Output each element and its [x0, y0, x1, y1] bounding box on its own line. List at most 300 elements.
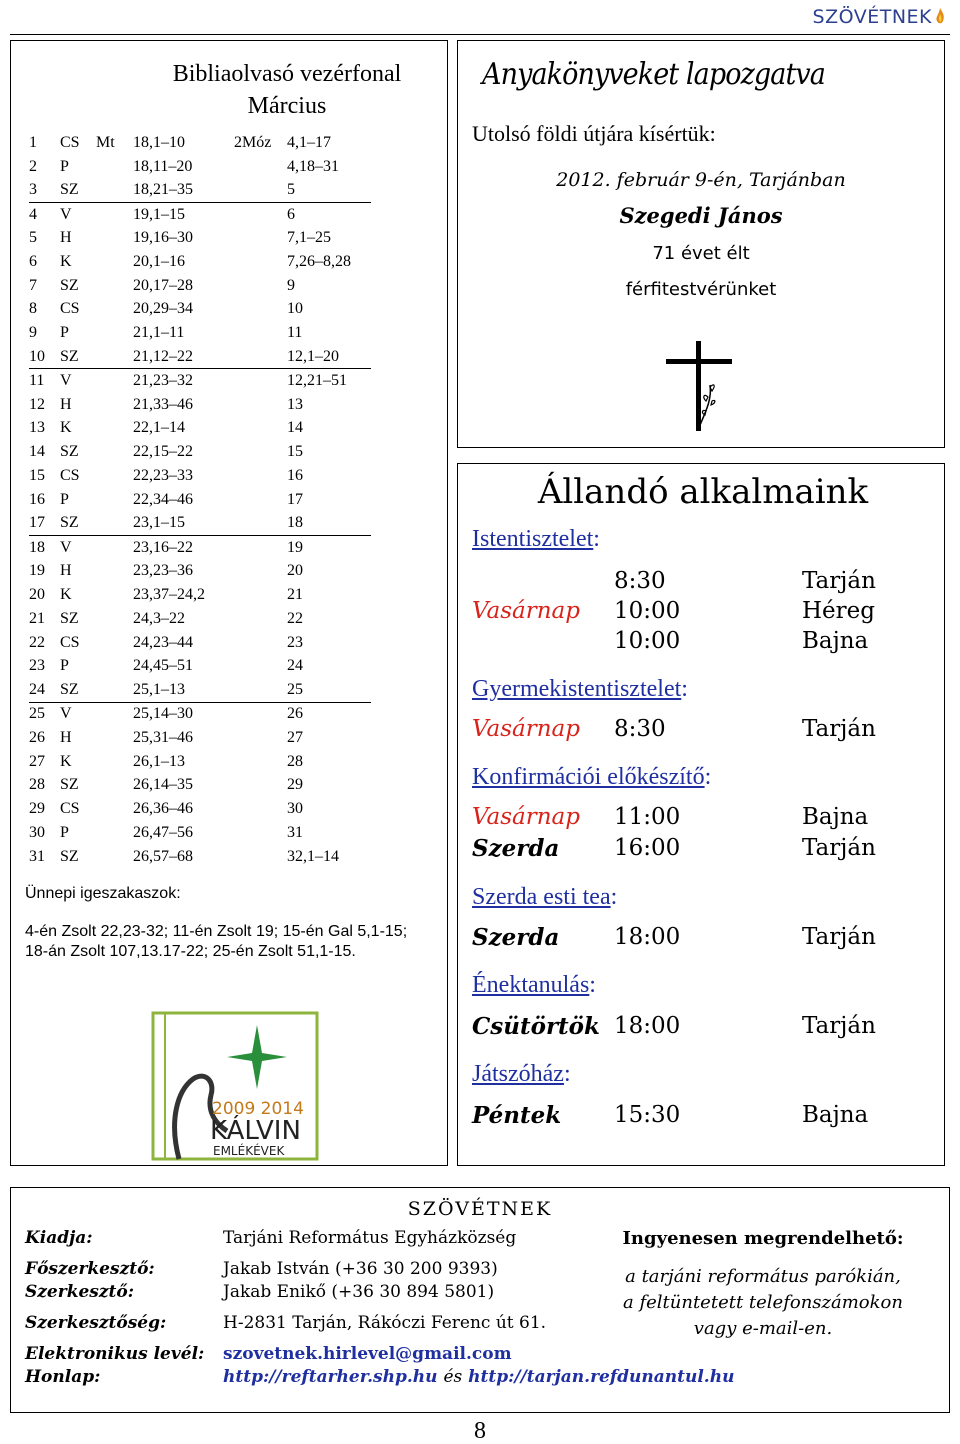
reading-weekday: CS	[60, 467, 80, 485]
reading-book-2	[234, 321, 287, 345]
reading-weekday: P	[60, 490, 69, 508]
reading-day-number: 30	[29, 824, 45, 841]
reading-passage-1: 26,57–68	[133, 847, 193, 865]
reading-weekday: CS	[60, 800, 80, 818]
reading-weekday: P	[60, 824, 69, 841]
reading-book-1	[96, 821, 133, 845]
reading-row	[29, 369, 371, 393]
reading-passage-1: 22,1–14	[133, 419, 185, 437]
event-time: 15:30	[614, 1102, 681, 1128]
reading-book-1	[96, 536, 133, 560]
registry-name: Szegedi János	[619, 203, 783, 228]
reading-book-1	[96, 488, 133, 512]
free-order-line-2: a feltüntetett telefonszámokon	[623, 1292, 903, 1313]
event-time: 11:00	[614, 804, 681, 830]
reading-weekday: SZ	[60, 847, 79, 865]
event-section-label-text: Játszóház	[472, 1061, 564, 1087]
reading-book-1	[96, 678, 133, 702]
reading-passage-1: 25,14–30	[133, 705, 193, 723]
chief-editor-label: Főszerkesztő:	[25, 1259, 155, 1279]
reading-day-number: 17	[29, 512, 60, 536]
reading-book-2	[234, 631, 287, 655]
reading-passage-1: 23,16–22	[133, 538, 193, 556]
editor-label: Szerkesztő:	[25, 1282, 134, 1302]
reading-weekday: SZ	[60, 179, 96, 203]
event-time: 8:30	[614, 716, 666, 742]
reading-book-1	[96, 702, 133, 726]
event-place: Bajna	[802, 1102, 869, 1128]
reading-passage-2: 23	[287, 633, 303, 651]
reading-book-2	[234, 536, 287, 560]
reading-passage-1: 18,1–10	[133, 133, 185, 151]
reading-passage-1: 25,1–13	[133, 678, 234, 702]
office-label: Szerkesztőség:	[25, 1313, 167, 1333]
event-row	[472, 924, 932, 954]
reading-passage-2: 26	[287, 705, 303, 723]
reading-weekday: CS	[60, 633, 80, 651]
reading-day-number: 4	[29, 205, 37, 223]
event-row	[472, 716, 932, 746]
reading-passage-2: 27	[287, 728, 303, 746]
reading-book-1	[96, 559, 133, 583]
page-number: 8	[474, 1418, 486, 1444]
reading-table	[29, 131, 371, 869]
reading-book-2	[234, 202, 287, 226]
reading-book-1	[96, 774, 133, 798]
event-time: 18:00	[614, 924, 681, 950]
event-row	[472, 598, 932, 628]
reading-book-2	[234, 440, 287, 464]
reading-passage-2: 15	[287, 443, 303, 461]
reading-book-1	[96, 845, 133, 869]
reading-book-2	[234, 774, 287, 798]
reading-day-number: 18	[29, 538, 45, 556]
reading-passage-2: 16	[287, 467, 303, 485]
reading-row	[29, 678, 371, 702]
reading-book-2	[234, 559, 287, 583]
reading-row	[29, 774, 371, 798]
reading-book-2	[234, 464, 287, 488]
reading-book-1	[96, 464, 133, 488]
flame-icon	[934, 7, 946, 25]
reading-passage-1: 18,11–20	[133, 157, 193, 175]
imprint-title: SZÖVÉTNEK	[407, 1198, 553, 1220]
reading-day-number: 27	[29, 752, 45, 770]
publisher-value: Tarjáni Református Egyházközség	[223, 1228, 517, 1248]
reading-passage-1: 26,1–13	[133, 752, 185, 770]
reading-weekday: H	[60, 562, 72, 580]
reading-passage-1: 26,14–35	[133, 776, 193, 794]
reading-day-number: 16	[29, 490, 45, 508]
reading-day-number: 31	[29, 847, 45, 865]
reading-book-2	[234, 417, 287, 441]
reading-passage-1: 21,1–11	[133, 324, 185, 342]
events-title: Állandó alkalmaink	[537, 472, 869, 512]
reading-book-1	[96, 369, 133, 393]
reading-row	[29, 821, 371, 845]
reading-passage-1: 24,45–51	[133, 657, 193, 675]
reading-book-2	[234, 298, 287, 322]
event-row	[472, 835, 932, 865]
reading-passage-2: 32,1–14	[287, 847, 339, 865]
reading-book-1	[96, 631, 133, 655]
event-day: Csütörtök	[472, 1013, 600, 1040]
reading-passage-2: 13	[287, 395, 303, 413]
event-day: Vasárnap	[472, 716, 580, 742]
event-time: 18:00	[614, 1013, 681, 1039]
reading-passage-2: 25	[287, 678, 371, 702]
reading-row	[29, 607, 371, 631]
website-links	[223, 1367, 734, 1387]
bible-reading-panel	[10, 40, 448, 1166]
website-link-1[interactable]: http://reftarher.shp.hu	[223, 1367, 438, 1387]
reading-passage-2: 31	[287, 824, 303, 841]
reading-weekday: SZ	[60, 678, 96, 702]
website-and: és	[443, 1367, 463, 1387]
bible-title: Bibliaolvasó vezérfonal	[172, 61, 402, 87]
reading-passage-2: 10	[287, 300, 303, 318]
reading-book-2: 2Móz	[234, 133, 272, 151]
reading-passage-2: 5	[287, 179, 371, 203]
reading-passage-1: 26,47–56	[133, 824, 193, 841]
reading-passage-1: 22,34–46	[133, 490, 193, 508]
reading-passage-2: 4,18–31	[287, 157, 339, 175]
reading-book-2	[234, 345, 287, 369]
reading-row	[29, 797, 371, 821]
reading-weekday: P	[60, 157, 69, 175]
reading-row	[29, 274, 371, 298]
registry-panel	[457, 40, 945, 448]
reading-book-1	[96, 726, 133, 750]
reading-day-number: 26	[29, 728, 45, 746]
reading-passage-2: 30	[287, 800, 303, 818]
reading-row	[29, 440, 371, 464]
event-section-label: Konfirmációi előkészítő:	[472, 764, 712, 790]
reading-day-number: 21	[29, 609, 45, 627]
event-day: Péntek	[472, 1102, 562, 1129]
reading-weekday: SZ	[60, 276, 79, 294]
reading-day-number: 7	[29, 276, 37, 294]
reading-passage-1: 20,1–16	[133, 252, 185, 270]
reading-book-2	[234, 583, 287, 607]
reading-book-2	[234, 369, 287, 393]
reading-passage-2: 21	[287, 586, 303, 604]
reading-book-2	[234, 845, 287, 869]
reading-book-2	[234, 274, 287, 298]
reading-day-number: 15	[29, 467, 45, 485]
event-section-label-text: Énektanulás	[472, 972, 590, 998]
reading-weekday: H	[60, 728, 72, 746]
free-order-line-3: vagy e-mail-en.	[693, 1318, 833, 1339]
events-panel	[457, 463, 945, 1166]
reading-day-number: 2	[29, 157, 37, 175]
reading-weekday: V	[60, 372, 72, 390]
reading-row	[29, 298, 371, 322]
event-day: Vasárnap	[472, 598, 580, 624]
reading-row	[29, 179, 371, 203]
reading-row	[29, 393, 371, 417]
reading-passage-2: 20	[287, 562, 303, 580]
reading-weekday: V	[60, 705, 72, 723]
reading-book-1	[96, 583, 133, 607]
reading-passage-1: 25,31–46	[133, 728, 193, 746]
event-place: Héreg	[802, 598, 875, 624]
holiday-text: 4-én Zsolt 22,23-32; 11-én Zsolt 19; 15-én Gal 5,1-15; 18-án Zsolt 107,13.17-22; 25-én Zsolt 51,1-15.	[25, 923, 408, 960]
event-place: Tarján	[802, 924, 876, 950]
event-section-label-text: Istentisztelet	[472, 526, 594, 552]
logo-sub: EMLÉKÉVEK	[213, 1144, 285, 1158]
reading-weekday: SZ	[60, 345, 96, 369]
reading-day-number: 28	[29, 776, 45, 794]
editor-value: Jakab Enikő (+36 30 894 5801)	[223, 1282, 495, 1302]
reading-passage-2: 24	[287, 657, 303, 675]
reading-row	[29, 583, 371, 607]
reading-passage-2: 22	[287, 609, 303, 627]
event-row	[472, 628, 932, 658]
reading-book-1	[96, 750, 133, 774]
reading-passage-1: 23,37–24,2	[133, 586, 205, 604]
reading-book-2	[234, 155, 287, 179]
reading-passage-1: 23,23–36	[133, 562, 193, 580]
reading-weekday: H	[60, 395, 72, 413]
registry-relation: férfitestvérünket	[625, 279, 777, 300]
office-value: H-2831 Tarján, Rákóczi Ferenc út 61.	[223, 1313, 547, 1333]
event-row	[472, 1013, 932, 1043]
reading-passage-1: 20,29–34	[133, 300, 193, 318]
reading-passage-1: 23,1–15	[133, 512, 234, 536]
reading-row	[29, 536, 371, 560]
reading-book-1	[96, 250, 133, 274]
reading-book-1: Mt	[96, 133, 115, 151]
brand-text: SZÖVÉTNEK	[812, 6, 932, 28]
reading-book-1	[96, 155, 133, 179]
reading-book-2	[234, 607, 287, 631]
header-brand	[813, 6, 946, 28]
event-section-label-text: Szerda esti tea	[472, 884, 611, 910]
reading-day-number: 11	[29, 372, 45, 390]
reading-book-1	[96, 226, 133, 250]
free-order-text	[593, 1264, 933, 1342]
reading-book-2	[234, 393, 287, 417]
event-section-label: Énektanulás:	[472, 972, 596, 998]
reading-passage-2: 14	[287, 419, 303, 437]
reading-passage-1: 24,23–44	[133, 633, 193, 651]
registry-title: Anyakönyveket lapozgatva	[482, 57, 825, 92]
reading-row	[29, 559, 371, 583]
email-label: Elektronikus levél:	[25, 1344, 205, 1364]
reading-weekday: SZ	[60, 443, 79, 461]
reading-book-1	[96, 321, 133, 345]
reading-passage-2: 6	[287, 205, 295, 223]
email-link[interactable]: szovetnek.hirlevel@gmail.com	[223, 1344, 512, 1364]
reading-weekday: K	[60, 419, 72, 437]
reading-day-number: 5	[29, 229, 37, 247]
reading-row	[29, 155, 371, 179]
reading-day-number: 14	[29, 443, 45, 461]
event-row	[472, 804, 932, 834]
reading-passage-2: 12,1–20	[287, 345, 371, 369]
reading-book-2	[234, 488, 287, 512]
reading-row	[29, 726, 371, 750]
reading-weekday: V	[60, 538, 72, 556]
reading-row	[29, 631, 371, 655]
event-place: Tarján	[802, 568, 876, 594]
reading-book-2	[234, 726, 287, 750]
reading-passage-1: 21,33–46	[133, 395, 193, 413]
reading-row	[29, 488, 371, 512]
reading-day-number: 3	[29, 179, 60, 203]
reading-book-2	[234, 750, 287, 774]
cross-icon	[666, 341, 732, 431]
reading-passage-1: 24,3–22	[133, 609, 185, 627]
imprint-panel	[10, 1187, 950, 1413]
chief-editor-value: Jakab István (+36 30 200 9393)	[223, 1259, 498, 1279]
reading-passage-2: 17	[287, 490, 303, 508]
reading-book-2	[234, 678, 287, 702]
reading-book-1	[96, 607, 133, 631]
publisher-label: Kiadja:	[25, 1228, 93, 1248]
header-rule	[10, 34, 950, 35]
event-section-label: Istentisztelet:	[472, 526, 600, 552]
reading-book-1	[96, 345, 133, 369]
reading-book-1	[96, 512, 133, 536]
reading-row	[29, 321, 371, 345]
event-section-label: Gyermekistentisztelet:	[472, 676, 688, 702]
reading-day-number: 8	[29, 300, 37, 318]
kalvin-logo	[149, 1011, 321, 1163]
logo-name: KÁLVIN	[210, 1116, 301, 1146]
event-row	[472, 568, 932, 598]
event-row	[472, 1102, 932, 1132]
event-place: Tarján	[802, 835, 876, 861]
event-section-label: Szerda esti tea:	[472, 884, 618, 910]
reading-book-2	[234, 226, 287, 250]
reading-passage-1: 18,21–35	[133, 179, 234, 203]
event-time: 10:00	[614, 628, 681, 654]
reading-day-number: 13	[29, 419, 45, 437]
reading-weekday: SZ	[60, 512, 96, 536]
reading-passage-1: 22,23–33	[133, 467, 193, 485]
reading-passage-1: 22,15–22	[133, 443, 193, 461]
reading-row	[29, 417, 371, 441]
event-place: Bajna	[802, 804, 869, 830]
registry-age: 71 évet élt	[652, 243, 750, 264]
reading-row	[29, 464, 371, 488]
reading-passage-1: 21,23–32	[133, 372, 193, 390]
reading-day-number: 19	[29, 562, 45, 580]
logo-years: 2009 2014	[212, 1099, 304, 1119]
reading-day-number: 9	[29, 324, 37, 342]
reading-passage-2: 12,21–51	[287, 372, 347, 390]
reading-weekday: SZ	[60, 776, 79, 794]
reading-weekday: K	[60, 752, 72, 770]
event-day: Vasárnap	[472, 804, 580, 830]
reading-book-1	[96, 179, 133, 203]
reading-row	[29, 702, 371, 726]
reading-book-2	[234, 179, 287, 203]
reading-passage-1: 19,16–30	[133, 229, 193, 247]
reading-row	[29, 202, 371, 226]
event-place: Bajna	[802, 628, 869, 654]
reading-row	[29, 226, 371, 250]
reading-weekday: V	[60, 205, 72, 223]
reading-day-number: 6	[29, 252, 37, 270]
reading-book-1	[96, 655, 133, 679]
reading-day-number: 25	[29, 705, 45, 723]
reading-book-1	[96, 298, 133, 322]
reading-book-1	[96, 797, 133, 821]
reading-row	[29, 655, 371, 679]
event-place: Tarján	[802, 716, 876, 742]
reading-day-number: 1	[29, 133, 37, 151]
reading-weekday: P	[60, 657, 69, 675]
event-section-label-text: Konfirmációi előkészítő	[472, 764, 705, 790]
reading-row	[29, 131, 371, 155]
reading-row	[29, 512, 371, 536]
reading-passage-2: 19	[287, 538, 303, 556]
reading-passage-1: 26,36–46	[133, 800, 193, 818]
event-day: Szerda	[472, 924, 560, 951]
registry-subtitle: Utolsó földi útjára kísértük:	[472, 121, 716, 146]
website-link-2[interactable]: http://tarjan.refdunantul.hu	[468, 1367, 735, 1387]
reading-passage-2: 11	[287, 324, 303, 342]
reading-weekday: K	[60, 586, 72, 604]
reading-passage-2: 4,1–17	[287, 133, 331, 151]
reading-row	[29, 345, 371, 369]
reading-book-2	[234, 250, 287, 274]
reading-book-2	[234, 655, 287, 679]
reading-passage-2: 9	[287, 276, 295, 294]
reading-passage-1: 19,1–15	[133, 205, 185, 223]
reading-weekday: P	[60, 324, 69, 342]
reading-book-1	[96, 393, 133, 417]
bible-month: Március	[247, 93, 327, 119]
reading-day-number: 29	[29, 800, 45, 818]
reading-weekday: CS	[60, 133, 80, 151]
reading-weekday: K	[60, 252, 72, 270]
reading-row	[29, 845, 371, 869]
registry-date: 2012. február 9-én, Tarjánban	[556, 169, 846, 191]
reading-book-1	[96, 417, 133, 441]
event-section-label-text: Gyermekistentisztelet	[472, 676, 682, 702]
reading-passage-2: 29	[287, 776, 303, 794]
reading-passage-2: 18	[287, 512, 371, 536]
event-place: Tarján	[802, 1013, 876, 1039]
reading-passage-2: 28	[287, 752, 303, 770]
reading-passage-2: 7,26–8,28	[287, 252, 351, 270]
reading-row	[29, 250, 371, 274]
reading-book-2	[234, 797, 287, 821]
reading-weekday: H	[60, 229, 72, 247]
reading-day-number: 10	[29, 345, 60, 369]
event-section-label: Játszóház:	[472, 1061, 571, 1087]
reading-weekday: CS	[60, 300, 80, 318]
reading-book-1	[96, 274, 133, 298]
reading-day-number: 22	[29, 633, 45, 651]
reading-day-number: 20	[29, 586, 45, 604]
reading-book-1	[96, 440, 133, 464]
event-time: 8:30	[614, 568, 666, 594]
reading-passage-2: 7,1–25	[287, 229, 331, 247]
website-label: Honlap:	[25, 1367, 101, 1387]
free-order-title: Ingyenesen megrendelhető:	[622, 1228, 904, 1249]
reading-passage-1: 20,17–28	[133, 276, 193, 294]
holiday-title: Ünnepi igeszakaszok:	[25, 885, 181, 902]
reading-day-number: 24	[29, 678, 60, 702]
event-time: 16:00	[614, 835, 681, 861]
reading-book-2	[234, 702, 287, 726]
event-time: 10:00	[614, 598, 681, 624]
